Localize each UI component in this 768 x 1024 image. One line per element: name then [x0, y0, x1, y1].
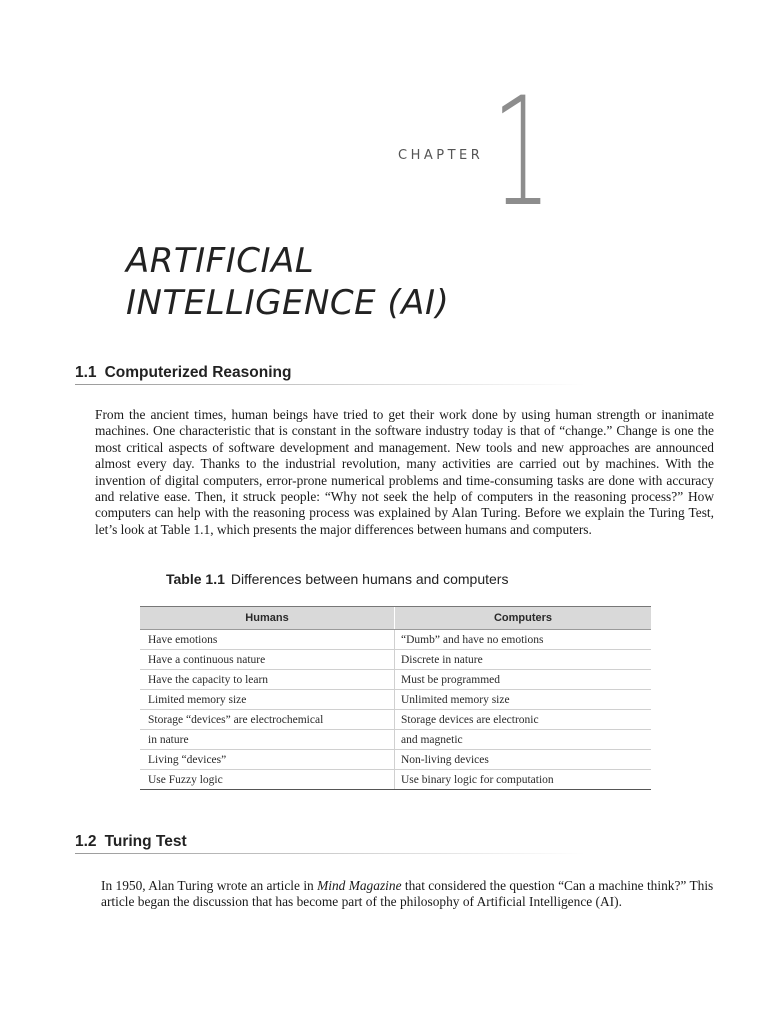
section-number: 1.2: [75, 833, 97, 850]
table-cell-humans: Have emotions: [140, 630, 395, 650]
table-row: [140, 690, 651, 710]
table-cell-computers: Unlimited memory size: [395, 690, 652, 710]
table-cell-computers: Non-living devices: [395, 750, 652, 770]
table-cell-humans: Use Fuzzy logic: [140, 770, 395, 790]
paragraph-text-after: that considered the question “Can a machine think?” This article began the discussion that has become part of the philosophy of Artificial Intelligence (AI).: [101, 878, 714, 910]
table-row: [140, 670, 651, 690]
table-cell-humans: Living “devices”: [140, 750, 395, 770]
section-heading-computerized-reasoning: [75, 364, 585, 386]
body-paragraph-turing-test: [101, 878, 716, 911]
table-cell-humans: Storage “devices” are electrochemical: [140, 710, 395, 730]
paragraph-text-before: In 1950, Alan Turing wrote an article in: [101, 878, 318, 893]
table-row: [140, 630, 651, 650]
table-row: [140, 730, 651, 750]
body-paragraph-computerized-reasoning: From the ancient times, human beings have tried to get their work done by using human strength or inanimate machines. One characteristic that is constant in the software industry today is that of “change.” Change is one the most critical aspects of software development and management. New tools and new approaches are announced almost every day. Thanks to the industrial revolution, many activities are carried out by machines. With the invention of digital computers, error-prone numerical problems and time-consuming tasks are done with accuracy and relative ease. Then, it struck people: “Why not seek the help of computers in the reasoning process?” How computers can help with the reasoning process was explained by Alan Turing. Before we explain the Turing Test, let’s look at Table 1.1, which presents the major differences between humans and computers.: [95, 407, 714, 537]
table-cell-computers: Must be programmed: [395, 670, 652, 690]
magazine-title: Mind Magazine: [317, 878, 402, 893]
table-cell-computers: Discrete in nature: [395, 650, 652, 670]
table-header-row: [140, 607, 651, 630]
section-title: Turing Test: [104, 833, 187, 850]
chapter-label: CHAPTER: [398, 148, 484, 163]
table-cell-computers: and magnetic: [395, 730, 652, 750]
table-caption: [166, 571, 508, 587]
table-row: [140, 710, 651, 730]
section-number: 1.1: [75, 364, 97, 381]
table-caption-text: Differences between humans and computers: [230, 571, 509, 587]
chapter-number: 1: [492, 66, 552, 240]
table-header-humans: Humans: [140, 607, 395, 630]
section-title: Computerized Reasoning: [104, 364, 292, 381]
table-cell-computers: Storage devices are electronic: [395, 710, 652, 730]
chapter-title-line-1: ARTIFICIAL: [126, 241, 315, 281]
table-cell-humans: Limited memory size: [140, 690, 395, 710]
table-cell-computers: Use binary logic for computation: [395, 770, 652, 790]
table-row: [140, 770, 651, 790]
table-header-computers: Computers: [395, 607, 652, 630]
table-caption-number: Table 1.1: [166, 571, 225, 587]
chapter-title: [126, 240, 449, 324]
table-cell-humans: Have a continuous nature: [140, 650, 395, 670]
table-cell-humans: Have the capacity to learn: [140, 670, 395, 690]
table-cell-computers: “Dumb” and have no emotions: [395, 630, 652, 650]
table-row: [140, 650, 651, 670]
table-row: [140, 750, 651, 770]
table-cell-humans: in nature: [140, 730, 395, 750]
chapter-title-line-2: INTELLIGENCE (AI): [126, 283, 450, 323]
section-heading-turing-test: [75, 833, 585, 855]
comparison-table: [140, 606, 651, 790]
